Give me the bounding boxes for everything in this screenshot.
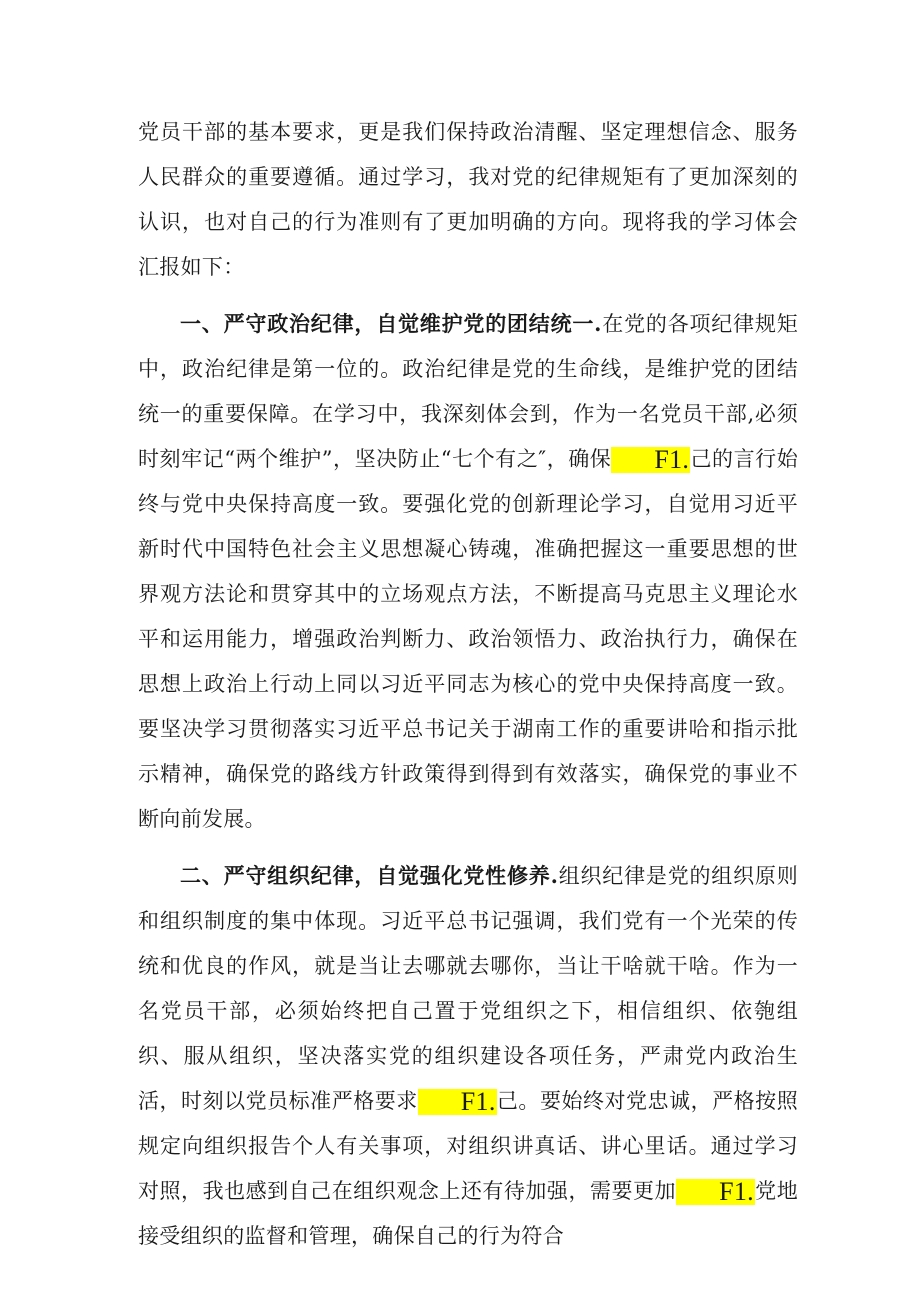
highlighted-text: F1. — [676, 1179, 755, 1205]
highlighted-text: F1. — [418, 1089, 497, 1115]
paragraph-text: 组织纪律是党的组织原则和组织制度的集中体现。习近平总书记强调，我们党有一个光荣的传统和优良的作风，就是当让去哪就去哪你，当让干啥就干啥。作为一名党员干部，必须始终把自己置于党组织之下，相信组织、依匏组织、服从组织，坚决落实党的组织建设各项任务，严肃党内政治生活，时刻以党员标准严格要求 — [138, 864, 798, 1113]
section-heading: 二、严守组织纪律，自觉强化党性修养. — [180, 863, 559, 888]
paragraph — [138, 110, 798, 290]
paragraph-text: 己。要始终对党忠诚，严格按照规定向组织报告个人有关事项，对组织讲真话、讲心里话。通过学习对照，我也感到自己在组织观念上还有待加强，需要更加 — [138, 1089, 798, 1203]
paragraph — [138, 301, 798, 842]
paragraph-text: 在党的各项纪律规矩中，政治纪律是第一位的。政治纪律是党的生命线，是维护党的团结统一的重要保障。在学习中，我深刻体会到，作为一名党员干部,必须时刻牢记“两个维护”，坚决防止“七个有之″，确保 — [138, 312, 799, 471]
paragraph-text: 党地接受组织的监督和管理，确保自己的行为符合 — [138, 1179, 798, 1248]
section-heading: 一、严守政治纪律，自觉维护党的团结统一. — [180, 311, 602, 336]
document-body — [138, 110, 798, 1270]
highlighted-text: F1. — [611, 447, 690, 473]
paragraph — [138, 853, 798, 1259]
paragraph-text: 己的言行始终与党中央保持高度一致。要强化党的创新理论学习，自觉用习近平新时代中国特色社会主义思想凝心铸魂，准确把握这一重要思想的世界观方法论和贯穿其中的立场观点方法，不断提高马克思主义理论水平和运用能力，增强政治判断力、政治领悟力、政治执行力，确保在思想上政治上行动上同以习近平同志为核心的党中央保持高度一致。要坚决学习贯彻落实习近平总书记关于湖南工作的重要讲哈和指示批示精神，确保党的路线方针政策得到得到有效落实，确保党的事业不断向前发展。 — [138, 447, 799, 831]
paragraph-text: 党员干部的基本要求，更是我们保持政治清醒、坚定理想信念、服务人民群众的重要遵循。通过学习，我对党的纪律规矩有了更加深刻的认识，也对自己的行为准则有了更加明确的方向。现将我的学习体会汇报如下： — [138, 120, 798, 279]
